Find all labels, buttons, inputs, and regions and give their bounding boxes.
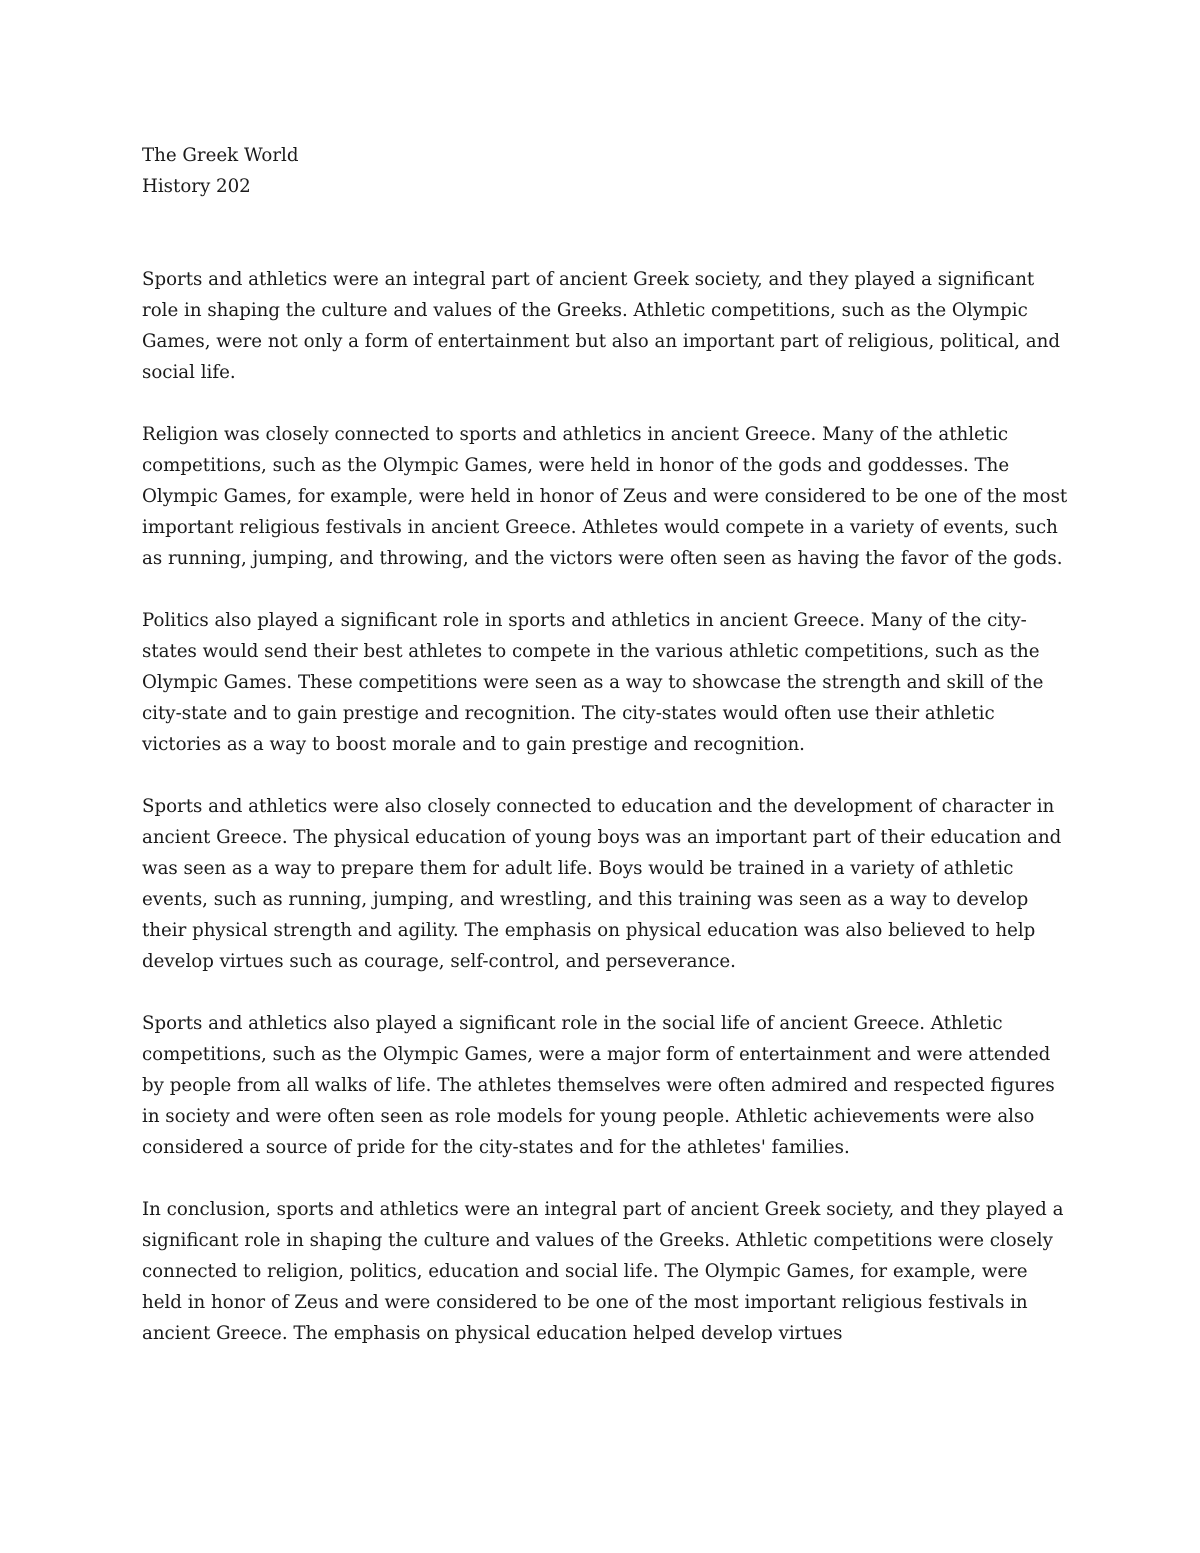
paragraph-social-life: Sports and athletics also played a significant role in the social life of ancient Greece. Athletic competitions, such as the Olympic Games, were a major form of entertainment and were attended by people from all walks of life. The athletes themselves were often admired and respected figures in society and were often seen as role models for young people. Athletic achievements were also considered a source of pride for the city-states and for the athletes' families. — [142, 1013, 1055, 1158]
document-header — [142, 140, 1072, 202]
paragraph-introduction: Sports and athletics were an integral part of ancient Greek society, and they played a significant role in shaping the culture and values of the Greeks. Athletic competitions, such as the Olympic Games, were not only a form of entertainment but also an important part of religious, political, and social life. — [142, 269, 1060, 383]
document-body — [142, 140, 1072, 1349]
document-title: The Greek World — [142, 145, 299, 166]
paragraph-conclusion: In conclusion, sports and athletics were an integral part of ancient Greek society, and they played a significant role in shaping the culture and values of the Greeks. Athletic competitions were closely connected to religion, politics, education and social life. The Olympic Games, for example, were held in honor of Zeus and were considered to be one of the most important religious festivals in ancient Greece. The emphasis on physical education helped develop virtues — [142, 1199, 1064, 1344]
course-name: History 202 — [142, 176, 251, 197]
paragraph-politics: Politics also played a significant role in sports and athletics in ancient Greece. Many of the city-states would send their best athletes to compete in the various athletic competitions, such as the Olympic Games. These competitions were seen as a way to showcase the strength and skill of the city-state and to gain prestige and recognition. The city-states would often use their athletic victories as a way to boost morale and to gain prestige and recognition. — [142, 610, 1044, 755]
paragraph-religion: Religion was closely connected to sports and athletics in ancient Greece. Many of the athletic competitions, such as the Olympic Games, were held in honor of the gods and goddesses. The Olympic Games, for example, were held in honor of Zeus and were considered to be one of the most important religious festivals in ancient Greece. Athletes would compete in a variety of events, such as running, jumping, and throwing, and the victors were often seen as having the favor of the gods. — [142, 424, 1068, 569]
paragraph-education: Sports and athletics were also closely connected to education and the development of character in ancient Greece. The physical education of young boys was an important part of their education and was seen as a way to prepare them for adult life. Boys would be trained in a variety of athletic events, such as running, jumping, and wrestling, and this training was seen as a way to develop their physical strength and agility. The emphasis on physical education was also believed to help develop virtues such as courage, self-control, and perseverance. — [142, 796, 1062, 972]
